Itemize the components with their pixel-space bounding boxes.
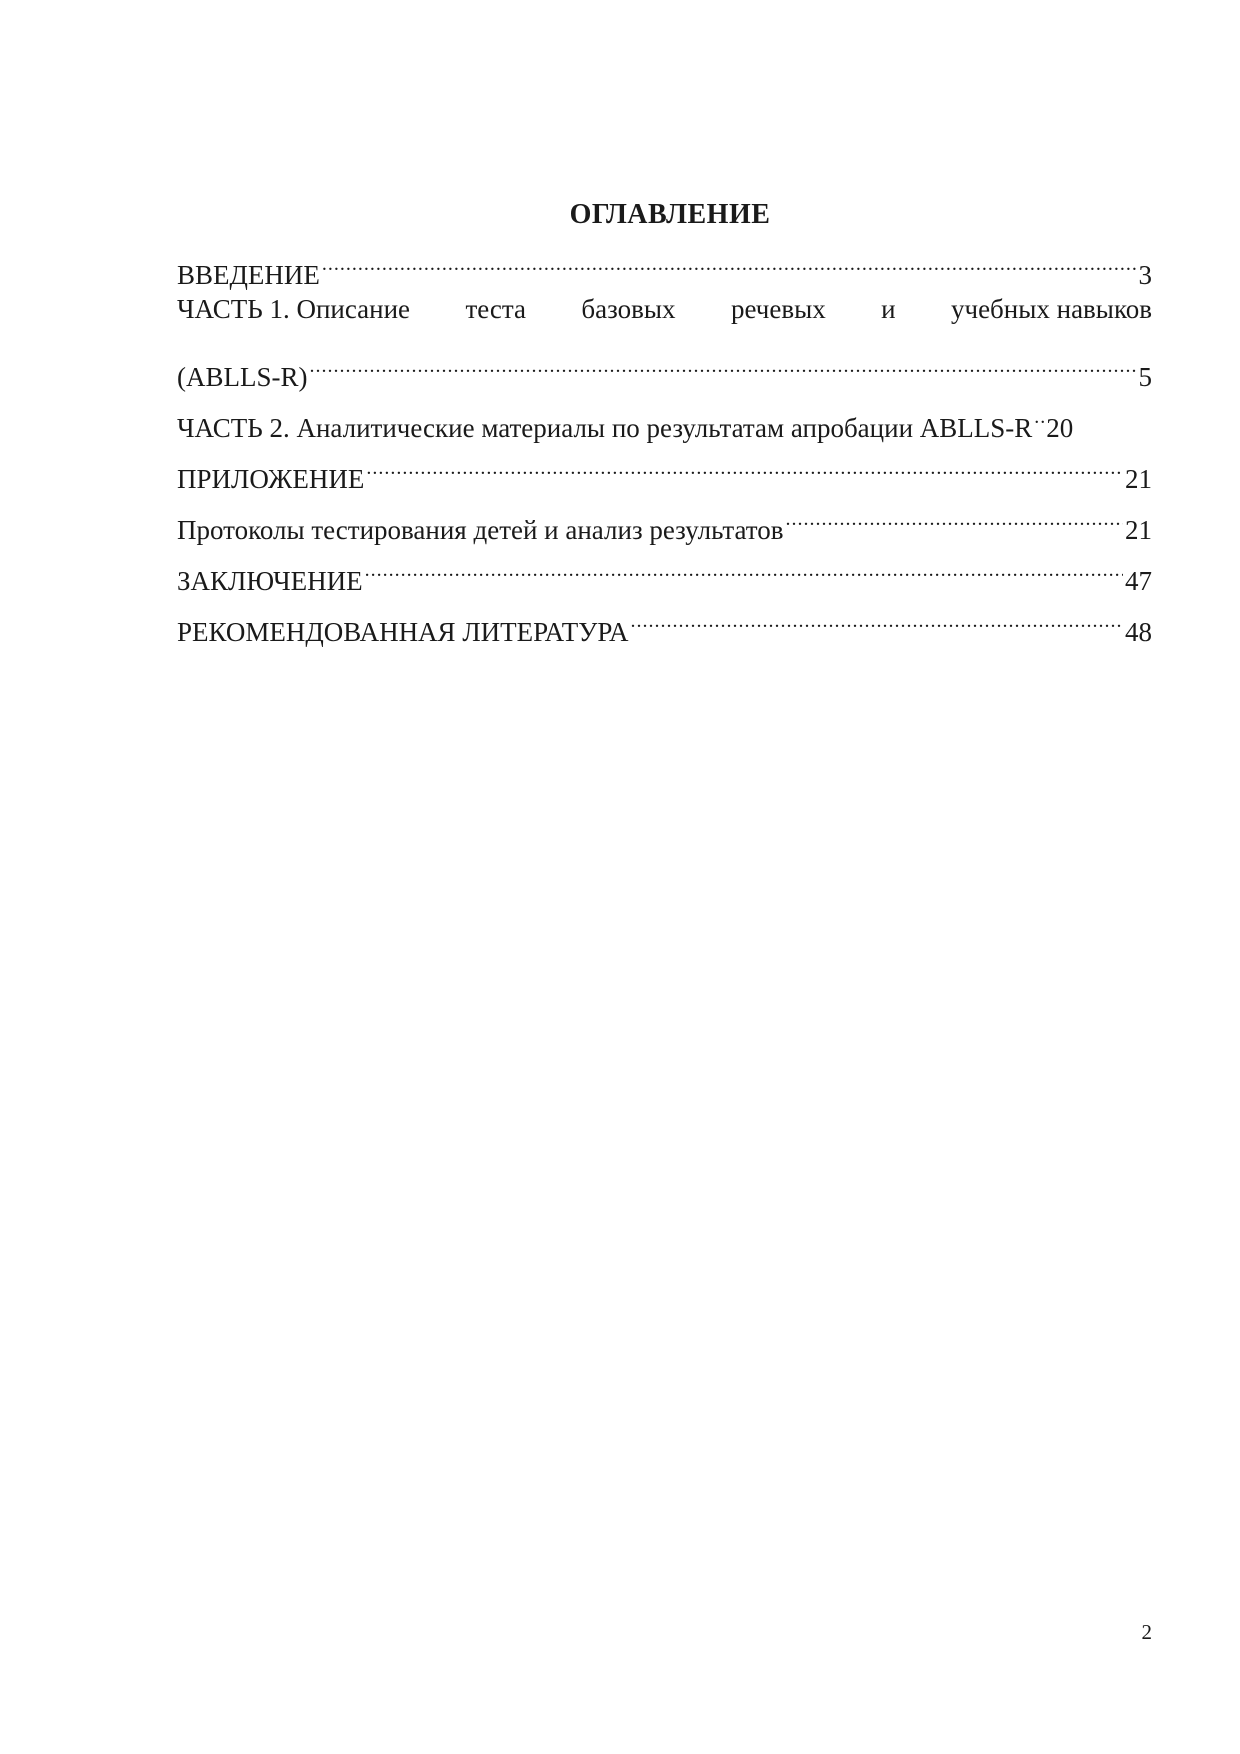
toc-entry-label: ЧАСТЬ 2. Аналитические материалы по результатам апробации ABLLS-R [177,413,1033,443]
dot-leader [1034,386,1044,437]
dot-leader [630,590,1123,641]
toc-entry-page: 21 [1125,515,1152,545]
toc-word: и [881,294,896,324]
toc-entry-label: ВВЕДЕНИЕ [177,260,320,290]
toc-entry-label: РЕКОМЕНДОВАННАЯ ЛИТЕРАТУРА [177,617,629,647]
toc-entry-page: 47 [1125,566,1152,596]
toc-entry-label: Протоколы тестирования детей и анализ результатов [177,515,784,545]
toc-entry-part2[interactable] [177,386,1152,443]
toc-entry-page: 3 [1138,260,1152,290]
toc-word: теста [465,294,527,324]
toc-entry-page: 21 [1125,464,1152,494]
toc-entry-part1-line1[interactable] [177,284,1152,335]
toc-word: ЧАСТЬ 1. Описание [177,294,411,324]
dot-leader [366,437,1123,488]
table-of-contents [177,233,1152,647]
toc-word: учебных навыков [950,294,1152,324]
toc-title: ОГЛАВЛЕНИЕ [569,199,771,230]
dot-leader [310,335,1137,386]
dot-leader [785,488,1123,539]
toc-entry-introduction[interactable] [177,233,1152,290]
dot-leader [322,233,1137,284]
toc-entry-label: ПРИЛОЖЕНИЕ [177,464,365,494]
toc-word: речевых [730,294,826,324]
toc-entry-page: 20 [1046,413,1074,443]
toc-entry-label: (ABLLS-R) [177,362,308,392]
dot-leader [365,539,1123,590]
toc-entry-page: 5 [1138,362,1152,392]
toc-word: базовых [581,294,676,324]
page-number: 2 [1141,1620,1152,1644]
toc-entry-part1-line2[interactable] [177,335,1152,392]
toc-entry-page: 48 [1125,617,1152,647]
toc-entry-label: ЗАКЛЮЧЕНИЕ [177,566,363,596]
